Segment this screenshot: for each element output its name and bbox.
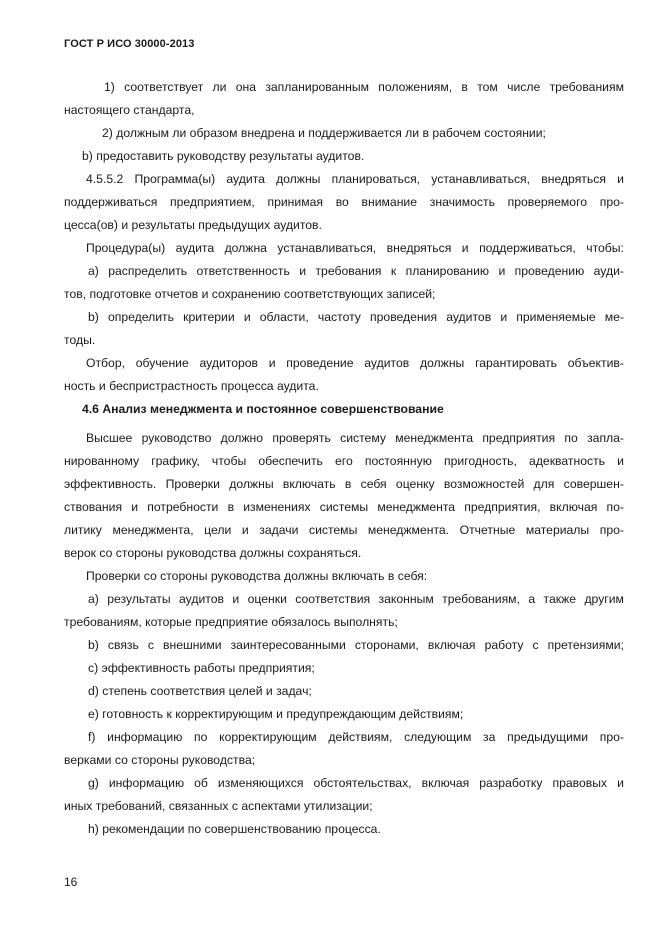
text-line: е) готовность к корректирующим и предупреждающим действиям; [88,707,464,721]
text-line: нированному графику, чтобы обеспечить его постоянную пригодность, адекватность и [64,454,624,468]
text-line: h) рекомендации по совершенствованию процесса. [88,822,381,836]
text-line: поддерживаться предприятием, принимая во внимание значимость проверяемого про- [64,195,624,209]
text-line: литику менеджмента, цели и задачи системы менеджмента. Отчетные материалы про- [64,523,624,537]
text-line: настоящего стандарта, [64,103,195,117]
text-line: Отбор, обучение аудиторов и проведение аудитов должны гарантировать объектив- [86,356,624,370]
text-line: b) определить критерии и области, частоту проведения аудитов и применяемые ме- [88,310,624,324]
text-line: с) эффективность работы предприятия; [88,661,315,675]
text-line: d) степень соответствия целей и задач; [88,684,312,698]
text-line: иных требований, связанных с аспектами утилизации; [64,799,373,813]
text-line: ствования и потребности в изменениях системы менеджмента предприятия, включая по- [64,500,624,514]
text-line: а) результаты аудитов и оценки соответствия законным требованиям, а также другим [88,592,624,606]
text-line: f) информацию по корректирующим действиям, следующим за предыдущими про- [88,730,624,744]
text-line: тов, подготовке отчетов и сохранению соответствующих записей; [64,287,436,301]
text-line: Проверки со стороны руководства должны включать в себя: [86,569,428,583]
document-body [64,78,624,843]
text-line: верок со стороны руководства должны сохраняться. [64,546,362,560]
text-line: требованиям, которые предприятие обязалось выполнять; [64,615,398,629]
text-line: тоды. [64,333,96,347]
text-line: верками со стороны руководства; [64,753,256,767]
text-line: b) связь с внешними заинтересованными сторонами, включая работу с претензиями; [88,638,624,652]
text-line: а) распределить ответственность и требования к планированию и проведению ауди- [88,264,624,278]
text-line: эффективность. Проверки должны включать в себя оценку возможностей для совершен- [64,477,624,491]
text-line: Высшее руководство должно проверять систему менеджмента предприятия по запла- [86,431,624,445]
page-number: 16 [64,875,78,889]
section-heading: 4.6 Анализ менеджмента и постоянное совершенствование [82,402,444,416]
document-header: ГОСТ Р ИСО 30000-2013 [64,38,195,50]
text-line: 2) должным ли образом внедрена и поддерживается ли в рабочем состоянии; [102,126,546,140]
text-line: ность и беспристрастность процесса аудита. [64,379,319,393]
text-line: цесса(ов) и результаты предыдущих аудитов. [64,218,322,232]
text-line: b) предоставить руководству результаты аудитов. [82,149,365,163]
text-line: g) информацию об изменяющихся обстоятельствах, включая разработку правовых и [88,776,624,790]
text-line: 1) соответствует ли она запланированным положениям, в том числе требованиям [104,80,624,94]
text-line: 4.5.5.2 Программа(ы) аудита должны планироваться, устанавливаться, внедряться и [86,172,624,186]
text-line: Процедура(ы) аудита должна устанавливаться, внедряться и поддерживаться, чтобы: [86,241,624,255]
